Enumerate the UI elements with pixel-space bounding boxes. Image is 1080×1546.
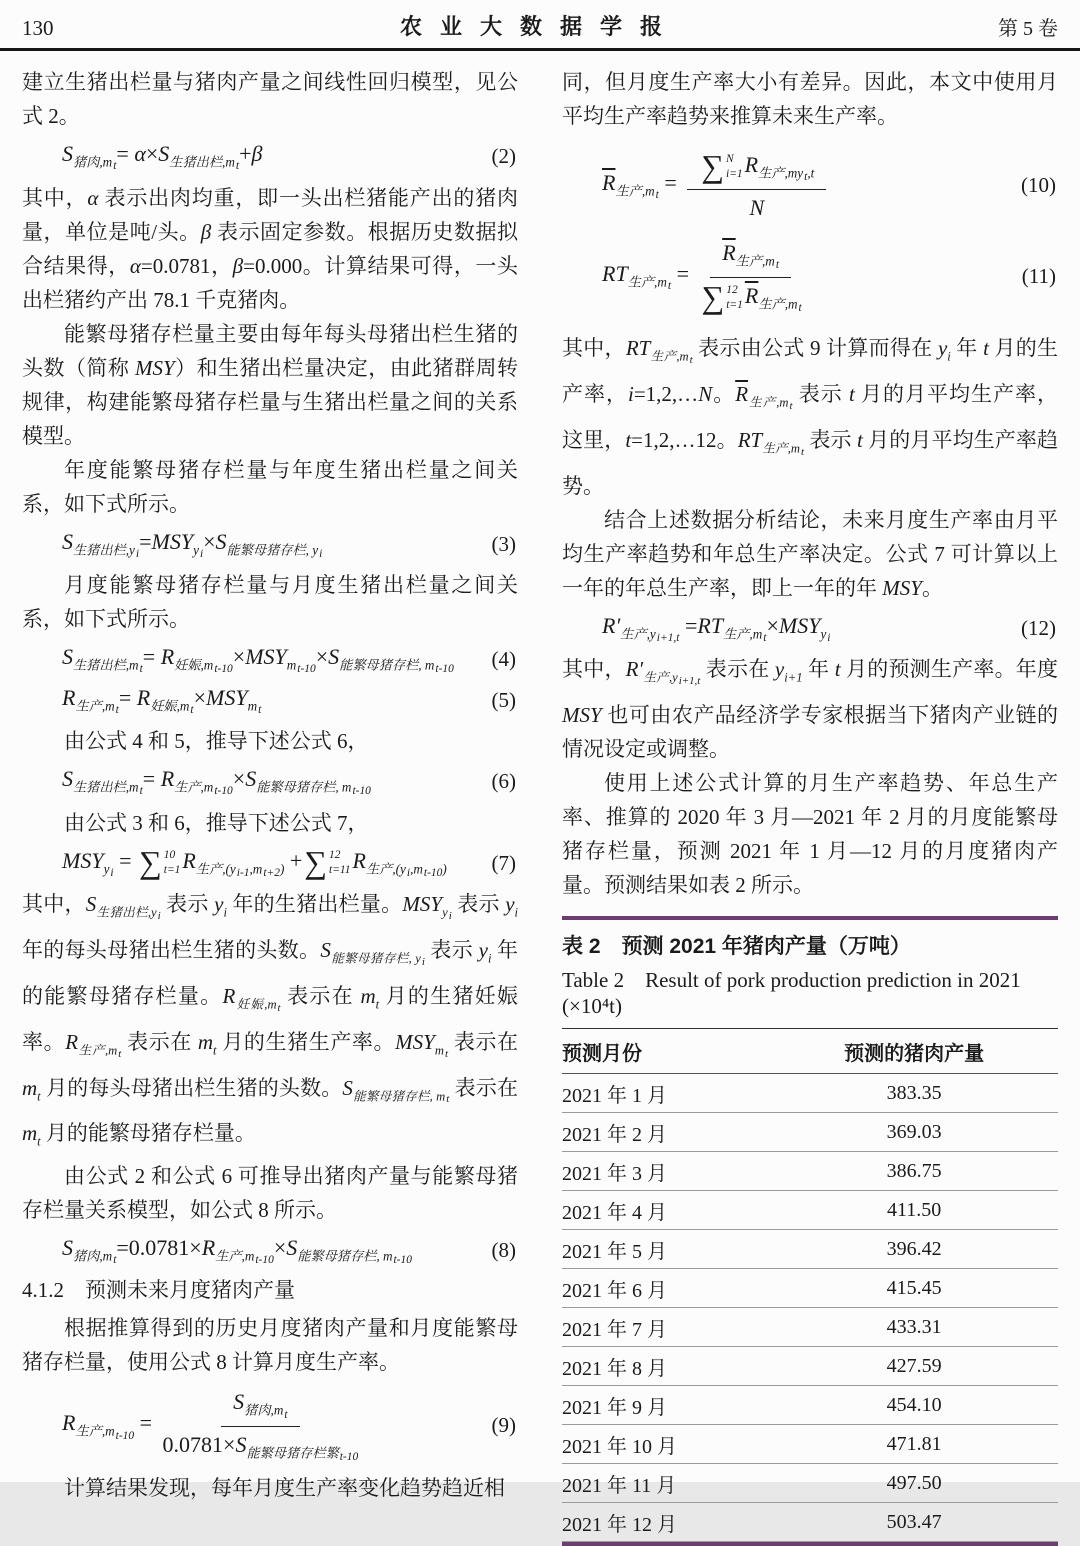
cell-month: 2021 年 10 月 — [562, 1435, 677, 1458]
paragraph: 其中，$R'_{生产,yi+1,t}$ 表示在 $y_{i+1}$ 年 t 月的预测生产率。年度 MSY 也可由农产品经济学专家根据当下猪肉产业链的情况设定或调整。 — [562, 657, 1059, 762]
cell-month: 2021 年 11 月 — [562, 1474, 677, 1497]
cell-month: 2021 年 1 月 — [562, 1084, 667, 1107]
cell-month: 2021 年 4 月 — [562, 1201, 667, 1224]
equation-number: (4) — [491, 647, 516, 672]
equation-body: $MSY_{yi}$ = ∑ 10 t=1 $R_{生产,(yi-1,mt+2)}$ + ∑ 12 t=11 $R_{生产,(yi,mt-10)}$ — [62, 844, 447, 880]
right-column — [562, 65, 1058, 1546]
paragraph: 建立生猪出栏量与猪肉产量之间线性回归模型，见公式 2。 — [22, 70, 518, 128]
table-row — [562, 1347, 1058, 1386]
paragraph: 根据推算得到的历史月度猪肉产量和月度能繁母猪存栏量，使用公式 8 计算月度生产率。 — [22, 1316, 518, 1375]
equation-body: $RT_{生产,mt}$ = $\overline{R}_{生产,mt}$ ∑ 12 t=1 $\overline{R}_{生产,mt}$ — [562, 237, 1022, 315]
equation-5 — [22, 684, 518, 718]
column-header-value: 预测的猪肉产量 — [844, 1042, 985, 1065]
table-row — [562, 1269, 1058, 1308]
equation-number: (9) — [491, 1412, 516, 1437]
equation-9 — [22, 1386, 518, 1464]
cell-month: 2021 年 3 月 — [562, 1162, 667, 1185]
equation-2 — [22, 140, 518, 174]
cell-value: 383.35 — [886, 1081, 942, 1104]
equation-body: $S_{生猪出栏,yi}=MSY_{yi}\times S_{能繁母猪存栏, yi}$ — [62, 528, 323, 560]
paragraph: 其中，α 表示出肉均重，即一头出栏猪能产出的猪肉量，单位是吨/头。β 表示固定参数。根据历史数据拟合结果得，α=0.0781，β=0.000。计算结果可得，一头出栏猪约产出 78.1 千克猪肉。 — [22, 185, 519, 312]
cell-value: 411.50 — [887, 1198, 942, 1221]
paragraph: 结合上述数据分析结论，未来月度生产率由月平均生产率趋势和年总生产率决定。公式 7 可计算以上一年的年总生产率，即上一年的年 MSY。 — [562, 507, 1058, 600]
equation-body: $S_{生猪出栏,mt}= R_{妊娠,mt-10}\times MSY_{mt-10}\times S_{能繁母猪存栏, mt-10}$ — [62, 644, 454, 676]
volume-label: 第 5 卷 — [998, 18, 1058, 40]
cell-month: 2021 年 2 月 — [562, 1123, 667, 1146]
section-heading: 4.1.2 预测未来月度猪肉产量 — [22, 1278, 295, 1303]
table-header-row — [562, 1028, 1058, 1074]
table-2 — [562, 916, 1058, 1546]
equation-number: (2) — [491, 144, 516, 169]
equation-body: $S_{猪肉,mt}=0.0781\times R_{生产,mt-10}\times S_{能繁母猪存栏, mt-10}$ — [62, 1234, 412, 1266]
table-row — [562, 1386, 1058, 1425]
equation-number: (3) — [491, 531, 516, 556]
cell-month: 2021 年 7 月 — [562, 1318, 667, 1341]
table-row — [562, 1308, 1058, 1347]
cell-value: 415.45 — [886, 1276, 942, 1299]
two-column-body — [0, 51, 1080, 1546]
table-row — [562, 1464, 1058, 1503]
paragraph: 同，但月度生产率大小有差异。因此，本文中使用月平均生产率趋势来推算未来生产率。 — [562, 70, 1058, 128]
cell-month: 2021 年 6 月 — [562, 1279, 667, 1302]
equation-6 — [22, 765, 518, 799]
equation-body: $S_{生猪出栏,mt}= R_{生产,mt-10}\times S_{能繁母猪存栏, mt-10}$ — [62, 766, 371, 798]
equation-body: $R_{生产,mt}= R_{妊娠,mt}\times MSY_{mt}$ — [62, 684, 262, 716]
table-row — [562, 1152, 1058, 1191]
cell-value: 369.03 — [886, 1120, 942, 1143]
running-head — [0, 0, 1080, 51]
equation-number: (5) — [491, 687, 516, 712]
equation-12 — [562, 612, 1058, 646]
equation-7 — [22, 844, 518, 881]
cell-value: 454.10 — [886, 1393, 942, 1416]
paragraph: 由公式 4 和 5，推导下述公式 6， — [64, 729, 369, 754]
table-row — [562, 1230, 1058, 1269]
paragraph: 其中，$RT_{生产,mt}$ 表示由公式 9 计算而得在 $y_i$ 年 t 月的生产率，i=1,2,…N。$\overline{R}_{生产,mt}$ 表示 t 月的月平均生产率，这里，t=1,2,…12。$RT_{生产,mt}$ 表示 t 月的月平均生产率趋势。 — [562, 336, 1059, 498]
paragraph: 由公式 3 和 6，推导下述公式 7， — [64, 810, 369, 835]
page-number: 130 — [22, 16, 54, 40]
equation-number: (8) — [491, 1238, 516, 1263]
cell-value: 427.59 — [886, 1354, 942, 1377]
left-column — [22, 65, 518, 1546]
equation-body: $\overline{R}_{生产,mt}$ = ∑ N i=1 $R_{生产,myt,t}$ N — [562, 149, 1021, 221]
equation-8 — [22, 1234, 518, 1268]
cell-value: 386.75 — [886, 1159, 942, 1182]
paragraph: 年度能繁母猪存栏量与年度生猪出栏量之间关系，如下式所示。 — [22, 457, 518, 516]
equation-body: $R'_{生产,yi+1,t} =RT_{生产,mt}\times MSY_{yi}$ — [602, 612, 831, 644]
column-header-month: 预测月份 — [562, 1042, 642, 1065]
table-caption-cn: 表 2 预测 2021 年猪肉产量（万吨） — [562, 935, 911, 959]
equation-10 — [562, 149, 1058, 221]
journal-title: 农业大数据学报 — [399, 14, 680, 39]
equation-3 — [22, 528, 518, 562]
paragraph: 使用上述公式计算的月生产率趋势、年总生产率、推算的 2020 年 3 月—2021 年 2 月的月度能繁母猪存栏量，预测 2021 年 1 月—12 月的月度猪肉产量。预测结果如表 2 所示。 — [562, 771, 1058, 898]
cell-value: 503.47 — [886, 1510, 942, 1533]
equation-body: $S_{猪肉,mt}= \alpha\times S_{生猪出栏,mt}+\beta$ — [62, 141, 263, 173]
paragraph: 计算结果发现，每年月度生产率变化趋势趋近相 — [64, 1476, 505, 1501]
cell-month: 2021 年 8 月 — [562, 1357, 667, 1380]
paragraph: 月度能繁母猪存栏量与月度生猪出栏量之间关系，如下式所示。 — [22, 573, 518, 632]
equation-number: (10) — [1021, 172, 1056, 197]
equation-number: (7) — [491, 850, 516, 875]
cell-month: 2021 年 12 月 — [562, 1513, 677, 1536]
paragraph: 其中，$S_{生猪出栏,yi}$ 表示 $y_i$ 年的生猪出栏量。$MSY_{yi}$ 表示 $y_i$ 年的每头母猪出栏生猪的头数。$S_{能繁母猪存栏, yi}$ 表示 $y_i$ 年的能繁母猪存栏量。$R_{妊娠,mt}$ 表示在 $m_t$ 月的生猪妊娠率。$R_{生产,mt}$ 表示在 $m_t$ 月的生猪生产率。$MSY_{mt}$ 表示在 $m_t$ 月的每头母猪出栏生猪的头数。$S_{能繁母猪存栏, mt}$ 表示在 $m_t$ 月的能繁母猪存栏量。 — [22, 892, 519, 1149]
table-top-rule — [562, 916, 1058, 920]
equation-number: (11) — [1021, 263, 1056, 288]
paragraph: 能繁母猪存栏量主要由每年每头母猪出栏生猪的头数（简称 MSY）和生猪出栏量决定，由此猪群周转规律，构建能繁母猪存栏量与生猪出栏量之间的关系模型。 — [22, 321, 519, 448]
equation-number: (12) — [1021, 615, 1056, 640]
table-bottom-rule — [562, 1542, 1058, 1546]
table-row — [562, 1191, 1058, 1230]
equation-11 — [562, 237, 1058, 315]
cell-value: 396.42 — [886, 1237, 942, 1260]
cell-value: 497.50 — [886, 1471, 942, 1494]
table-caption-en: Table 2 Result of pork production prediction in 2021 (×10⁴t) — [562, 968, 1021, 1019]
paragraph: 由公式 2 和公式 6 可推导出猪肉产量与能繁母猪存栏量关系模型，如公式 8 所示。 — [22, 1163, 518, 1222]
cell-value: 471.81 — [886, 1432, 942, 1455]
cell-month: 2021 年 5 月 — [562, 1240, 667, 1263]
table-row — [562, 1503, 1058, 1542]
equation-body: $R_{生产,mt-10}$ = $\frac{S_{猪肉,mt}}{0.0781\times S_{能繁母猪存栏繁t-10}}$ — [22, 1386, 492, 1464]
equation-number: (6) — [491, 769, 516, 794]
table-row — [562, 1425, 1058, 1464]
equation-4 — [22, 643, 518, 677]
cell-month: 2021 年 9 月 — [562, 1396, 667, 1419]
cell-value: 433.31 — [886, 1315, 942, 1338]
table-row — [562, 1074, 1058, 1113]
table-row — [562, 1113, 1058, 1152]
